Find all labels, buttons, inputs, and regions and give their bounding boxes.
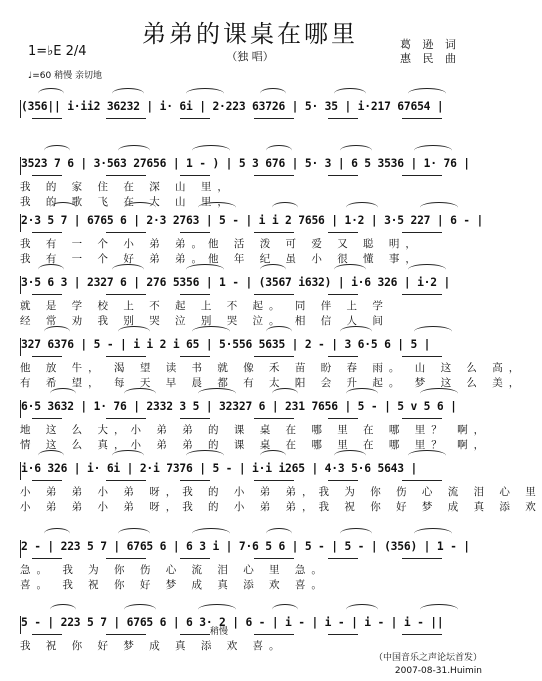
notation-line: 3·5 6 3 | 2327 6 | 276 5356 | 1 - | (3567 i632) | i·6 326 | i·2 | [20,276,483,294]
score-row [20,440,542,518]
beam-mark [106,118,146,119]
beam-mark [254,175,294,176]
slur-mark [192,528,230,539]
slur-mark [192,145,230,156]
beam-mark [106,480,146,481]
lyric-verse-2: 有 希 望， 每 天 早 晨 都 有 太 阳 会 升 起。 梦 这 么 美， [20,377,526,389]
beam-mark [32,294,62,295]
beam-mark [402,118,442,119]
song-title: 弟弟的课桌在哪里 [142,20,358,48]
beam-mark [32,634,62,635]
beam-mark [254,232,294,233]
beam-mark [106,175,146,176]
lyric-verse-2: 经 常 劝 我 别 哭 泣 别 哭 泣。 相 信 人 间 [20,315,389,327]
slur-mark [198,202,236,213]
beam-mark [106,232,146,233]
beam-mark [32,175,62,176]
beam-mark [328,480,358,481]
notation-line: 3523 7 6 | 3·563 27656 | 1 - ) | 5 3 676 | 5· 3 | 6 5 3536 | 1· 76 | [20,157,483,175]
slur-mark [124,388,156,399]
slur-mark [44,326,70,337]
slur-mark [334,264,366,275]
slur-mark [340,528,372,539]
lyric-verse-1: 他 放 牛， 渴 望 读 书 就 像 禾 苗 盼 春 雨。 山 这 么 高， [20,362,526,374]
beam-mark [328,294,358,295]
slur-mark [112,88,144,99]
slur-mark [408,450,446,461]
beam-mark [106,634,146,635]
slur-mark [44,528,70,539]
slur-mark [198,388,236,399]
slur-mark [260,450,286,461]
lyric-verse-2: 小 弟 弟 小 弟 呀，我 的 小 弟 弟，我 祝 你 好 梦 成 真 添 欢 [20,501,542,513]
slur-mark [346,202,378,213]
beam-mark [402,480,442,481]
beam-mark [402,294,442,295]
slur-mark [186,264,224,275]
lyricist-credit: 葛 逊 词 [400,38,460,51]
slur-mark [272,388,298,399]
beam-mark [328,418,358,419]
beam-mark [328,634,358,635]
key-signature: 1=♭E 2/4 [28,44,87,59]
beam-mark [328,558,358,559]
slur-mark [44,145,70,156]
beam-mark [402,356,442,357]
notation-line: i·6 326 | i· 6i | 2·i 7376 | 5 - | i·i i265 | 4·3 5·6 5643 | [20,462,483,480]
lyric-verse-1: 地 这 么 大，小 弟 弟 的 课 桌 在 哪 里 在 哪 里？ 啊， [20,424,491,436]
lyric-verse-1: 我 有 一 个 小 弟 弟。他 活 泼 可 爱 又 聪 明， [20,238,422,250]
notation-line: 5 - | 223 5 7 | 6765 6 | 6 3· 2 | 6 - | i - | i - | i - | i - || [20,616,483,634]
slur-mark [346,388,378,399]
slur-mark [112,264,144,275]
beam-mark [180,558,210,559]
notation-line: 2 - | 223 5 7 | 6765 6 | 6 3 i | 7·6 5 6 | 5 - | 5 - | (356) | 1 - | [20,540,483,558]
notation-line: 2·3 5 7 | 6765 6 | 2·3 2763 | 5 - | i i 2 7656 | 1·2 | 3·5 227 | 6 - | [20,214,483,232]
slur-mark [266,528,292,539]
slur-mark [420,202,458,213]
beam-mark [254,418,294,419]
lyric-verse-2: 喜。 我 祝 你 好 梦 成 真 添 欢 喜。 [20,579,328,591]
footer-date: 2007-08-31.Huimin [394,666,482,676]
beam-mark [254,294,294,295]
lyric-verse-1: 我 的 家 住 在 深 山 里， [20,181,234,193]
beam-mark [180,175,210,176]
slur-mark [334,450,366,461]
beam-mark [106,418,146,419]
slur-mark [118,326,150,337]
slur-mark [266,326,292,337]
slur-mark [420,604,458,615]
beam-mark [32,480,62,481]
beam-mark [254,558,294,559]
beam-mark [180,418,210,419]
beam-mark [32,356,62,357]
beam-mark [180,356,210,357]
lyric-verse-2: 我 的 歌 飞 在 大 山 里， [20,196,234,208]
performance-type: （独 唱） [226,50,274,63]
slur-mark [50,388,76,399]
beam-mark [254,634,294,635]
beam-mark [106,356,146,357]
slur-mark [50,202,76,213]
slur-mark [186,450,224,461]
slur-mark [118,145,150,156]
beam-mark [402,175,442,176]
beam-mark [254,118,294,119]
beam-mark [328,356,358,357]
beam-mark [180,294,210,295]
beam-mark [328,175,358,176]
slur-mark [260,264,286,275]
slur-mark [420,388,458,399]
slur-mark [192,326,230,337]
slur-mark [408,88,446,99]
beam-mark [402,418,442,419]
beam-mark [180,232,210,233]
slur-mark [340,326,372,337]
slur-mark [346,604,378,615]
beam-mark [254,356,294,357]
beam-mark [402,232,442,233]
notation-line: 327 6376 | 5 - | i i 2 i 65 | 5·556 5635 | 2 - | 3 6·5 6 | 5 | [20,338,483,356]
slur-mark [124,604,156,615]
lyric-verse-2: 我 有 一 个 好 弟 弟。他 年 纪 虽 小 很 懂 事， [20,253,422,265]
lyric-verse-1: 就 是 学 校 上 不 起 上 不 起。 同 伴 上 学 [20,300,389,312]
slur-mark [272,604,298,615]
slur-mark [38,264,64,275]
beam-mark [402,634,442,635]
beam-mark [180,480,210,481]
beam-mark [106,294,146,295]
slur-mark [334,88,366,99]
slur-mark [186,88,224,99]
footer-source: （中国音乐之声论坛首发） [373,653,482,663]
beam-mark [402,558,442,559]
beam-mark [106,558,146,559]
beam-mark [328,232,358,233]
beam-mark [254,480,294,481]
slur-mark [38,88,64,99]
slur-mark [340,145,372,156]
slur-mark [50,604,76,615]
slur-mark [414,528,452,539]
slur-mark [124,202,156,213]
lyric-verse-1: 小 弟 弟 小 弟 呀，我 的 小 弟 弟，我 为 你 伤 心 流 泪 心 里 [20,486,542,498]
slur-mark [414,326,452,337]
beam-mark [180,118,210,119]
beam-mark [32,418,62,419]
slur-mark [260,88,286,99]
beam-mark [32,118,62,119]
lyric-verse-2: 情 这 么 真，小 弟 弟 的 课 桌 在 哪 里 在 哪 里？ 啊， [20,439,491,451]
slur-mark [118,528,150,539]
slur-mark [38,450,64,461]
tempo-marking: ♩=60 稍慢 亲切地 [28,71,102,81]
score-row [20,518,482,596]
slur-mark [198,604,236,615]
beam-mark [328,118,358,119]
beam-mark [32,558,62,559]
slur-mark [272,202,298,213]
lyric-verse-1: 急。 我 为 你 伤 心 流 泪 心 里 急。 [20,564,328,576]
slur-mark [112,450,144,461]
composer-credit: 惠 民 曲 [400,52,460,65]
beam-mark [180,634,210,635]
beam-mark [32,232,62,233]
tempo-change-marking: 稍慢 [210,627,229,637]
slur-mark [414,145,452,156]
notation-line: (356|| i·ii2 36232 | i· 6i | 2·223 63726 | 5· 35 | i·217 67654 | [20,100,483,118]
slur-mark [266,145,292,156]
slur-mark [408,264,446,275]
lyric-verse-1: 我 祝 你 好 梦 成 真 添 欢 喜。 [20,640,286,652]
notation-line: 6·5 3632 | 1· 76 | 2332 3 5 | 32327 6 | 231 7656 | 5 - | 5 v 5 6 | [20,400,483,418]
